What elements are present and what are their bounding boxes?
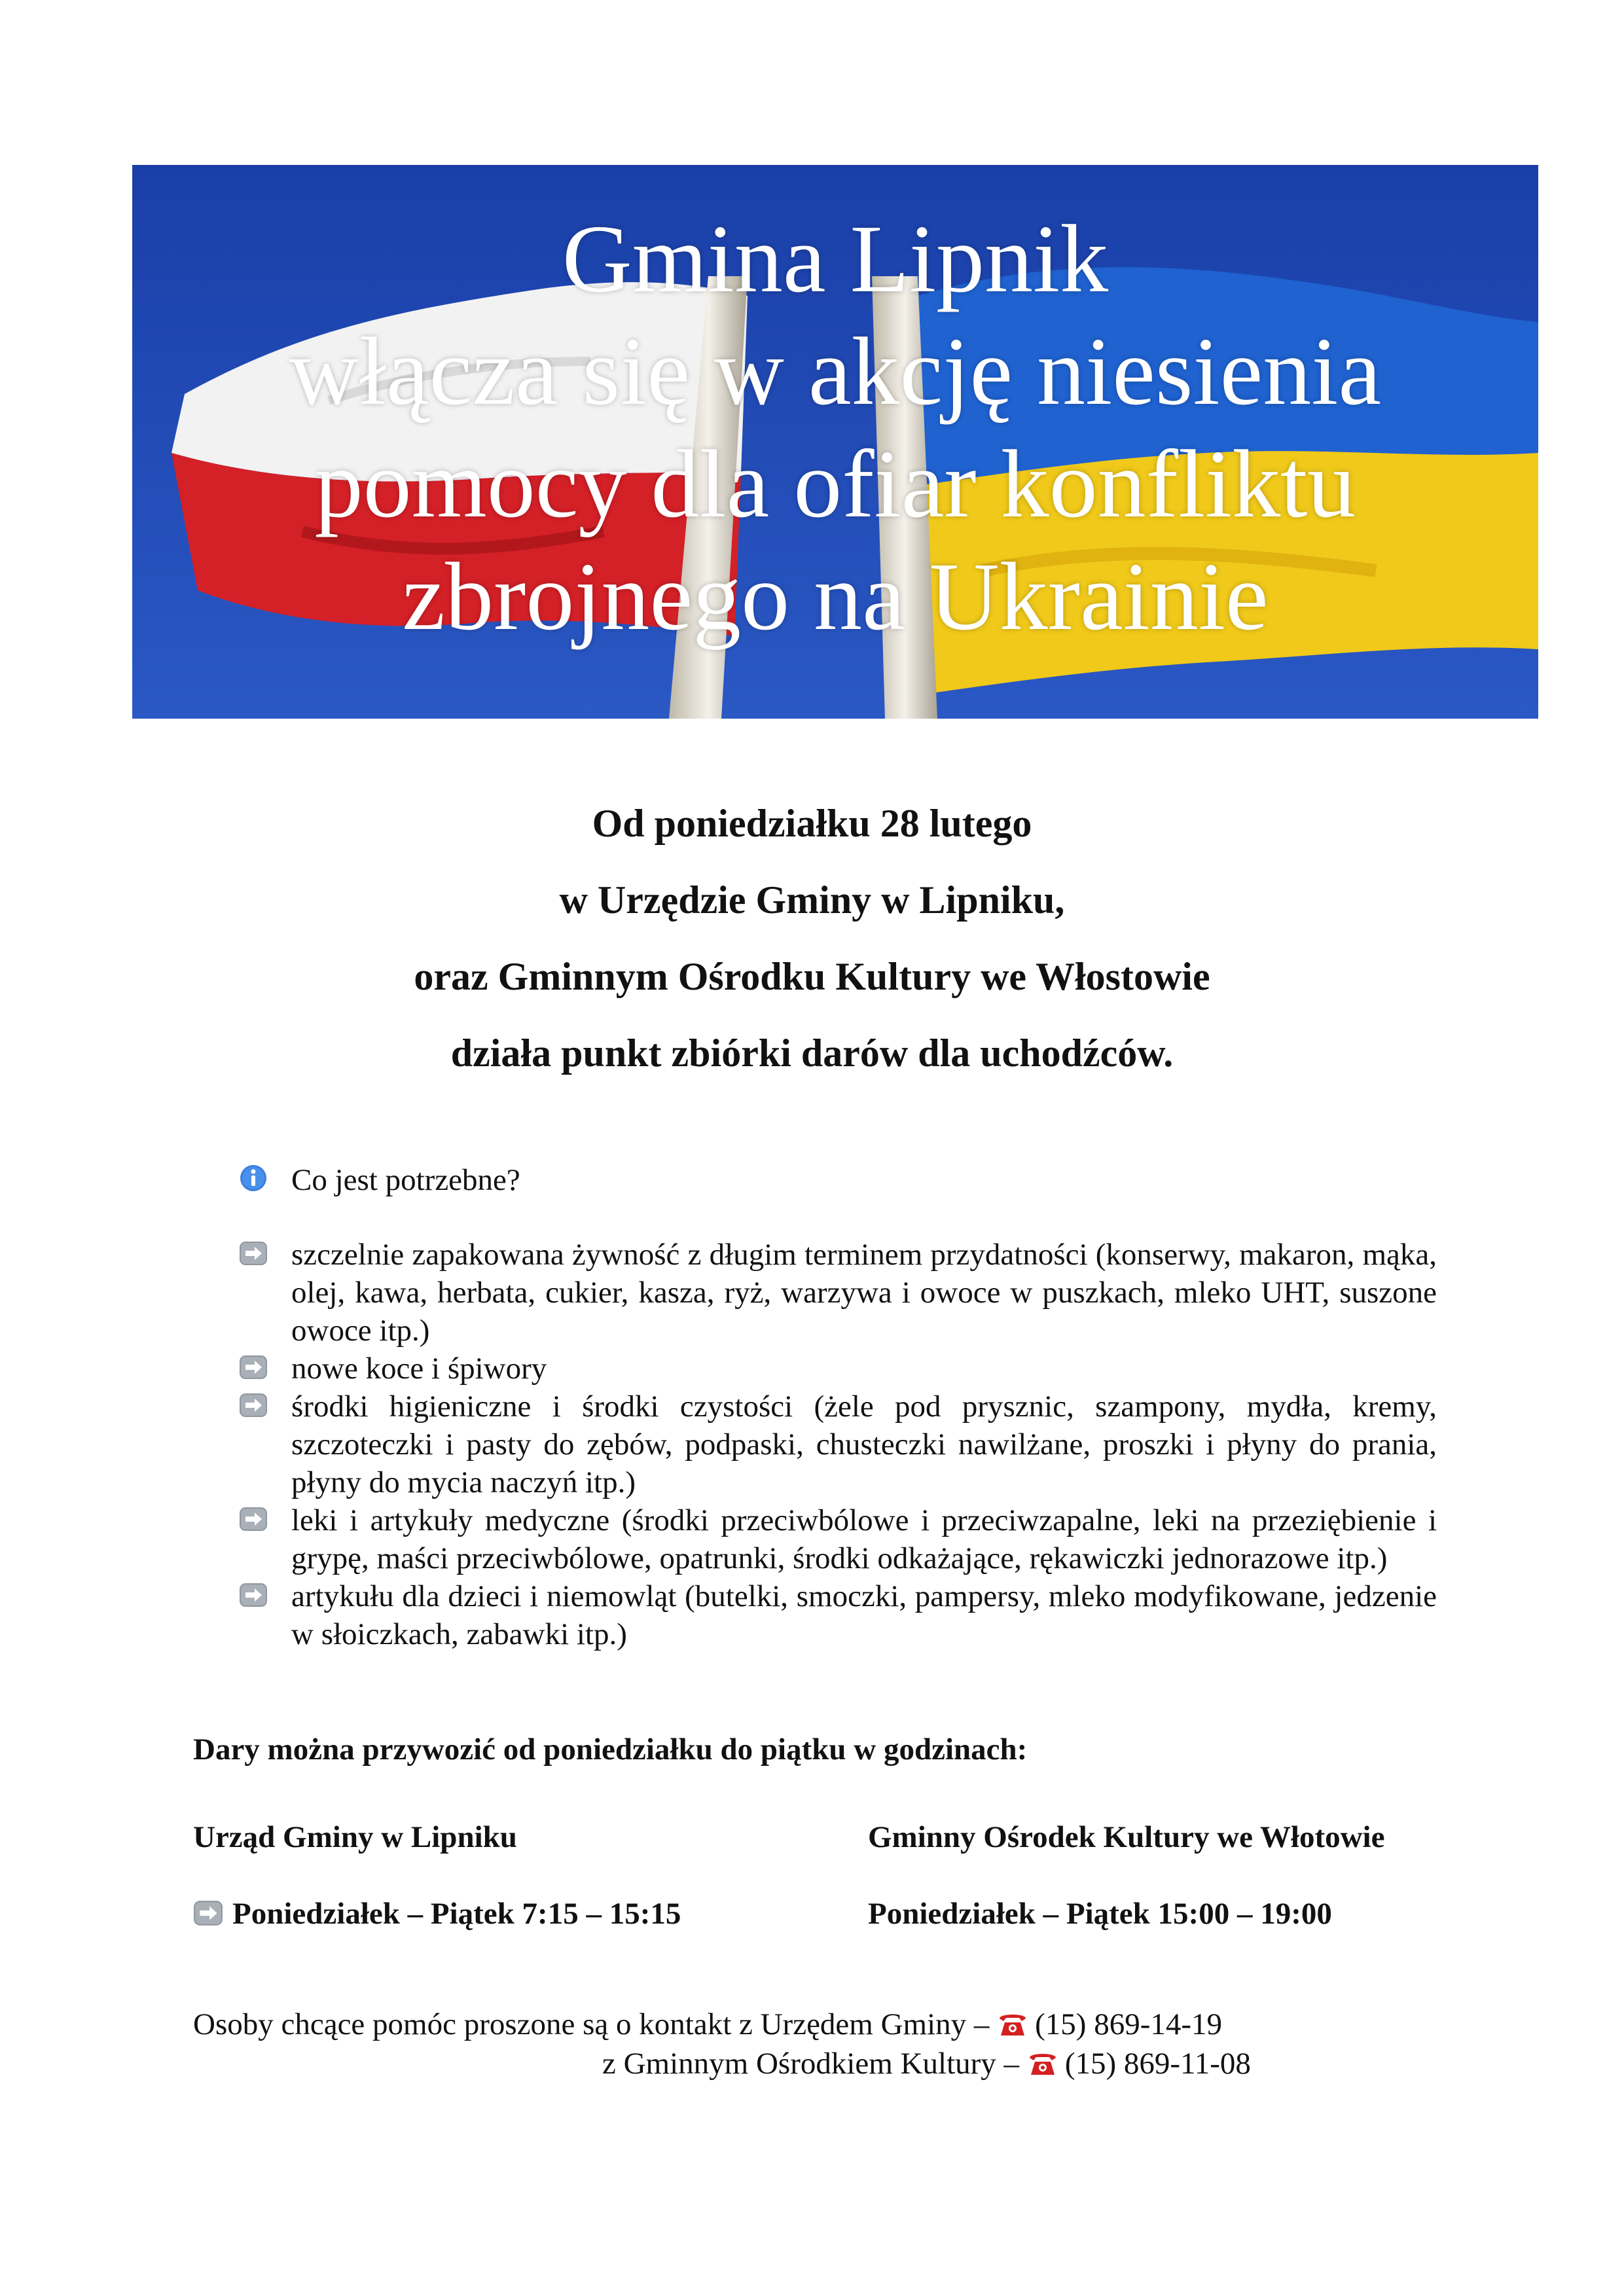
right-place: Gminny Ośrodek Kultury we Włotowie — [868, 1820, 1385, 1854]
contact-line-1 — [193, 2005, 1222, 2044]
list-item-text: artykułu dla dzieci i niemowląt (butelki, smoczki, pampersy, mleko modyfikowane, jedzenie w słoiczkach, zabawki itp.) — [291, 1579, 1437, 1651]
list-item — [239, 1388, 1437, 1501]
list-item — [239, 1236, 1437, 1350]
banner-line: zbrojnego na Ukrainie — [402, 543, 1269, 651]
contact-text-2: z Gminnym Ośrodkiem Kultury – — [602, 2047, 1020, 2081]
left-place: Urząd Gminy w Lipniku — [193, 1820, 517, 1854]
right-hours: Poniedziałek – Piątek 15:00 – 19:00 — [868, 1897, 1332, 1931]
contact-phone-1[interactable]: (15) 869-14-19 — [1035, 2007, 1223, 2041]
hours-intro: Dary można przywozić od poniedziałku do piątku w godzinach: — [193, 1732, 1028, 1767]
list-item — [239, 1350, 1437, 1388]
question-label: Co jest potrzebne? — [291, 1163, 520, 1197]
banner-line: włącza się w akcję niesienia — [289, 318, 1382, 425]
headline-line: oraz Gminnym Ośrodku Kultury we Włostowie — [414, 955, 1210, 998]
arrow-right-icon — [239, 1355, 268, 1380]
arrow-right-icon — [239, 1507, 268, 1532]
headline-line: działa punkt zbiórki darów dla uchodźców. — [450, 1031, 1174, 1075]
telephone-icon — [1027, 2049, 1058, 2077]
arrow-right-icon — [239, 1393, 268, 1418]
list-item-text: środki higieniczne i środki czystości (żele pod prysznic, szampony, mydła, kremy, szczoteczki i pasty do zębów, podpaski, chusteczki nawilżane, proszki i płyny do prania, płyny do mycia naczyń itp.) — [291, 1390, 1437, 1499]
list-item-text: leki i artykuły medyczne (środki przeciwbólowe i przeciwzapalne, leki na przeziębienie i grypę, maści przeciwbólowe, opatrunki, środki odkażające, rękawiczki jednorazowe itp.) — [291, 1503, 1437, 1575]
arrow-right-icon — [239, 1241, 268, 1266]
telephone-icon — [997, 2009, 1028, 2038]
needs-question — [239, 1161, 1437, 1199]
contact-line-2 — [602, 2044, 1251, 2083]
banner-title — [132, 203, 1538, 653]
contact-text-1: Osoby chcące pomóc proszone są o kontakt z Urzędem Gminy – — [193, 2007, 990, 2041]
left-hours: Poniedziałek – Piątek 7:15 – 15:15 — [232, 1897, 681, 1931]
needs-list — [239, 1161, 1437, 1653]
left-hours-row — [193, 1895, 681, 1933]
headline-line: Od poniedziałku 28 lutego — [592, 802, 1032, 845]
list-item — [239, 1501, 1437, 1577]
banner-line: Gmina Lipnik — [562, 206, 1109, 313]
announcement-headline — [0, 785, 1624, 1092]
banner-line: pomocy dla ofiar konfliktu — [314, 431, 1356, 538]
banner — [132, 165, 1538, 719]
contact-phone-2[interactable]: (15) 869-11-08 — [1064, 2047, 1251, 2081]
arrow-right-icon — [239, 1583, 268, 1607]
arrow-right-icon — [193, 1900, 223, 1926]
list-item-text: nowe koce i śpiwory — [291, 1352, 547, 1386]
headline-line: w Urzędzie Gminy w Lipniku, — [559, 878, 1065, 922]
list-item — [239, 1577, 1437, 1653]
info-icon — [239, 1164, 268, 1193]
list-item-text: szczelnie zapakowana żywność z długim terminem przydatności (konserwy, makaron, mąka, olej, kawa, herbata, cukier, kasza, ryż, warzywa i owoce w puszkach, mleko UHT, suszone owoce itp.) — [291, 1238, 1437, 1348]
